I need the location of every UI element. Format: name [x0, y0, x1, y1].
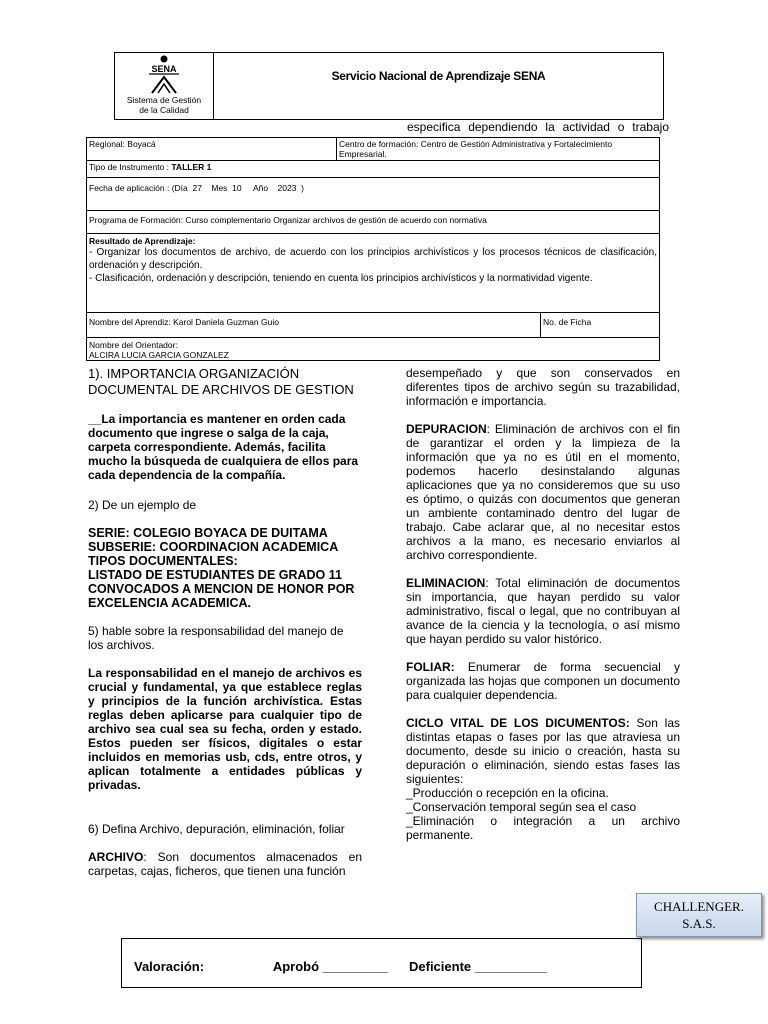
foliar-definition [406, 660, 680, 702]
answer-5: La responsabilidad en el manejo de archivos es crucial y fundamental, ya que establece reglas y principios de la función archivística. Estas reglas deben aplicarse para cualquier tipo de archivo sea cual sea su fecha, orden y estado. Estos pueden ser físicos, digitales o estar incluidos en memorias usb, cds, entre otros, y aplican totalmente a entidades públicas y privadas. [88, 666, 362, 792]
stamp-line-1: CHALLENGER. [654, 899, 744, 914]
company-stamp [636, 893, 762, 937]
info-row-orientador [87, 338, 659, 360]
depuracion-definition [406, 422, 680, 562]
orientador-cell [87, 338, 659, 361]
logo-cell [115, 53, 214, 119]
centro-cell: Centro de formación: Centro de Gestión Administrativa y Fortalecimiento Empresarial. [339, 139, 613, 159]
overflow-text-line: especifica dependiendo la actividad o trabajo [407, 120, 669, 134]
eliminacion-term: ELIMINACION [406, 576, 486, 590]
fase-3: _Eliminación o integración a un archivo permanente. [406, 814, 680, 842]
fase-2: _Conservación temporal según sea el caso [406, 800, 637, 814]
info-row-regional [87, 138, 659, 161]
aprobo-field[interactable]: Aprobó _________ [272, 959, 388, 974]
sena-logo-icon [141, 55, 187, 95]
deficiente-field[interactable]: Deficiente __________ [409, 959, 548, 974]
resultado-1: - Organizar los documentos de archivo, de acuerdo con los principios archivísticos y los procesos técnicos de clasificación, ordenación y descripción. [89, 247, 657, 271]
system-line-2: de la Calidad [139, 105, 189, 115]
quality-system-label [115, 95, 213, 115]
info-row-resultado [87, 234, 659, 313]
system-line-1: Sistema de Gestión [126, 95, 202, 105]
fase-1: _Producción o recepción en la oficina. [406, 786, 609, 800]
question-1: 1). IMPORTANCIA ORGANIZACIÓN DOCUMENTAL DE ARCHIVOS DE GESTION [88, 366, 354, 397]
resultado-2: - Clasificación, ordenación y descripción, teniendo en cuenta los principios archivísticos y la normatividad vigente. [89, 273, 593, 284]
info-row-aprendiz [87, 313, 659, 338]
resultado-label: Resultado de Aprendizaje: [89, 236, 196, 246]
left-column [88, 366, 362, 878]
fecha-cell: Fecha de aplicación : (Día 27 Mes 10 Año 2023 ) [89, 183, 304, 193]
eliminacion-def-text: : Total eliminación de documentos sin importancia, que hayan perdido su valor administrativo, fiscal o legal, que no contribuyan al avance de la ciencia y la tecnología, o así mismo que hayan perdido su valor histórico. [406, 576, 680, 646]
foliar-term: FOLIAR: [406, 660, 455, 674]
regional-cell: Regional: Boyacá [87, 138, 337, 160]
page-title: Servicio Nacional de Aprendizaje SENA [331, 69, 546, 83]
resultado-cell [87, 234, 659, 286]
info-row-tipo [87, 161, 659, 178]
tipo-value: TALLER 1 [171, 162, 212, 172]
listado-line: LISTADO DE ESTUDIANTES DE GRADO 11 [88, 568, 342, 582]
answer-1: __La importancia es mantener en orden cada documento que ingrese o salga de la caja, carpeta correspondiente. Además, facilita mucho la búsqueda de cualquiera de ellos para cada dependencia de la compañía. [88, 412, 359, 482]
foliar-def-text: Enumerar de forma secuencial y organizada las hojas que componen un documento para cualquier dependencia. [406, 660, 680, 702]
info-table [86, 137, 660, 361]
depuracion-term: DEPURACION [406, 422, 487, 436]
stamp-line-2: S.A.S. [682, 916, 716, 931]
right-column [406, 366, 680, 842]
logo-text: SENA [151, 64, 177, 74]
aprendiz-cell: Nombre del Aprendiz: Karol Daniela Guzman Guio [87, 313, 541, 337]
archivo-continuation: desempeñado y que son conservados en diferentes tipos de archivo según su trazabilidad, información e importancia. [406, 366, 680, 408]
valoracion-label: Valoración: [134, 959, 205, 974]
convocados-line: CONVOCADOS A MENCION DE HONOR POR EXCELENCIA ACADEMICA. [88, 582, 355, 610]
ciclo-term: CICLO VITAL DE LOS DICUMENTOS: [406, 716, 630, 730]
question-2: 2) De un ejemplo de [88, 498, 197, 512]
valoracion-row [134, 959, 547, 974]
programa-cell: Programa de Formación: Curso complementario Organizar archivos de gestión de acuerdo con normativa [89, 215, 487, 225]
question-6: 6) Defina Archivo, depuración, eliminación, foliar [88, 822, 345, 836]
tipo-label: Tipo de Instrumento : [89, 162, 172, 172]
serie-line: SERIE: COLEGIO BOYACA DE DUITAMA [88, 526, 328, 540]
tipo-cell [87, 161, 659, 173]
orientador-label: Nombre del Orientador: [89, 340, 178, 350]
question-5: 5) hable sobre la responsabilidad del manejo de los archivos. [88, 624, 344, 652]
answer-2 [88, 526, 362, 610]
valoracion-box [121, 938, 642, 988]
depuracion-def-text: : Eliminación de archivos con el fin de garantizar el orden y la limpieza de la información que ya no es útil en el momento, podemos hacerlo desinstalando algunas aplicaciones que ya no consideremos que su uso es óptimo, o quizás con documentos que generan un ambiente contaminado dentro del lugar de trabajo. Cabe aclarar que, al no necesitar estos archivos a la mano, es necesario enviarlos al archivo correspondiente. [406, 422, 680, 562]
archivo-definition [88, 850, 362, 878]
ciclo-def-text: Son las distintas etapas o fases por las que atraviesa un documento, desde su inicio o creación, hasta su depuración o eliminación, siendo estas fases las siguientes: [406, 716, 680, 786]
document-header [114, 52, 664, 120]
archivo-def-text: : Son documentos almacenados en carpetas, cajas, ficheros, que tienen una función [88, 850, 362, 878]
subserie-line: SUBSERIE: COORDINACION ACADEMICA [88, 540, 339, 554]
ficha-cell: No. de Ficha [543, 317, 592, 327]
eliminacion-definition [406, 576, 680, 646]
info-row-fecha [87, 178, 659, 211]
tipos-line: TIPOS DOCUMENTALES: [88, 554, 238, 568]
orientador-name: ALCIRA LUCIA GARCIA GONZALEZ [89, 350, 229, 360]
archivo-term: ARCHIVO [88, 850, 144, 864]
info-row-programa [87, 211, 659, 234]
ciclo-definition [406, 716, 680, 786]
